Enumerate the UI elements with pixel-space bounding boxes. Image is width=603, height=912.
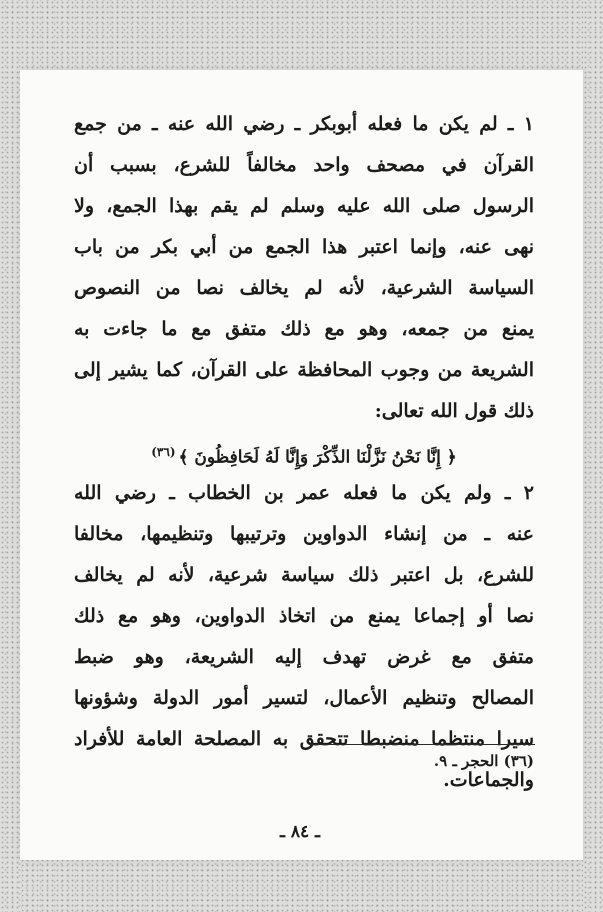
body-text (74, 104, 534, 801)
text-line: يمنع من جمعه، وهو مع ذلك متفق مع ما جاءت به (74, 318, 534, 340)
text-line: القرآن في مصحف واحد مخالفاً للشرع، بسبب أن (74, 154, 534, 176)
text-line: السياسة الشرعية، لأنه لم يخالف نصا من النصوص (74, 277, 534, 299)
text-line: نصا أو إجماعا يمنع من اتخاذ الدواوين، وهو مع ذلك (74, 605, 534, 627)
text-line: نهى عنه، وإنما اعتبر هذا الجمع من أبي بكر من باب (74, 236, 534, 258)
footnote-divider (310, 744, 535, 745)
text-line: ١ ـ لم يكن ما فعله أبوبكر ـ رضي الله عنه ـ من جمع (74, 113, 534, 135)
scan-edge-right (583, 0, 603, 912)
quran-verse (74, 432, 534, 473)
verse-footnote-ref: (٣٦) (151, 445, 176, 459)
text-line: عنه ـ من إنشاء الدواوين وترتيبها وتنظيمها، مخالفا (74, 523, 534, 545)
text-line: الشريعة من وجوب المحافظة على القرآن، كما يشير إلى (74, 359, 534, 381)
scan-edge-top (0, 0, 603, 80)
text-line: سيرا منتظما منضبطا تتحقق به المصلحة العامة للأفراد (74, 728, 534, 750)
text-line: والجماعات. (443, 769, 534, 791)
text-line: الرسول صلى الله عليه وسلم لم يقم بهذا الجمع، ولا (74, 195, 534, 217)
footnote: (٣٦) الحجر ـ ٩. (433, 752, 534, 770)
text-line: ذلك قول الله تعالى: (374, 400, 534, 422)
page-number: ـ ٨٤ ـ (279, 822, 321, 842)
text-line: ٢ ـ ولم يكن ما فعله عمر بن الخطاب ـ رضي الله (74, 482, 534, 504)
verse-text: ﴿ إِنَّا نَحْنُ نَزَّلْنَا الذِّكْرَ وَإِنَّا لَهُ لَحَافِظُونَ ﴾ (178, 447, 457, 468)
scan-edge-bottom (0, 858, 603, 912)
text-line: للشرع، بل اعتبر ذلك سياسة شرعية، لأنه لم يخالف (74, 564, 534, 586)
scan-edge-left (0, 0, 22, 912)
text-line: المصالح وتنظيم الأعمال، لتسير أمور الدولة وشؤونها (74, 687, 534, 709)
text-line: متفق مع غرض تهدف إليه الشريعة، وهو ضبط (74, 646, 534, 668)
